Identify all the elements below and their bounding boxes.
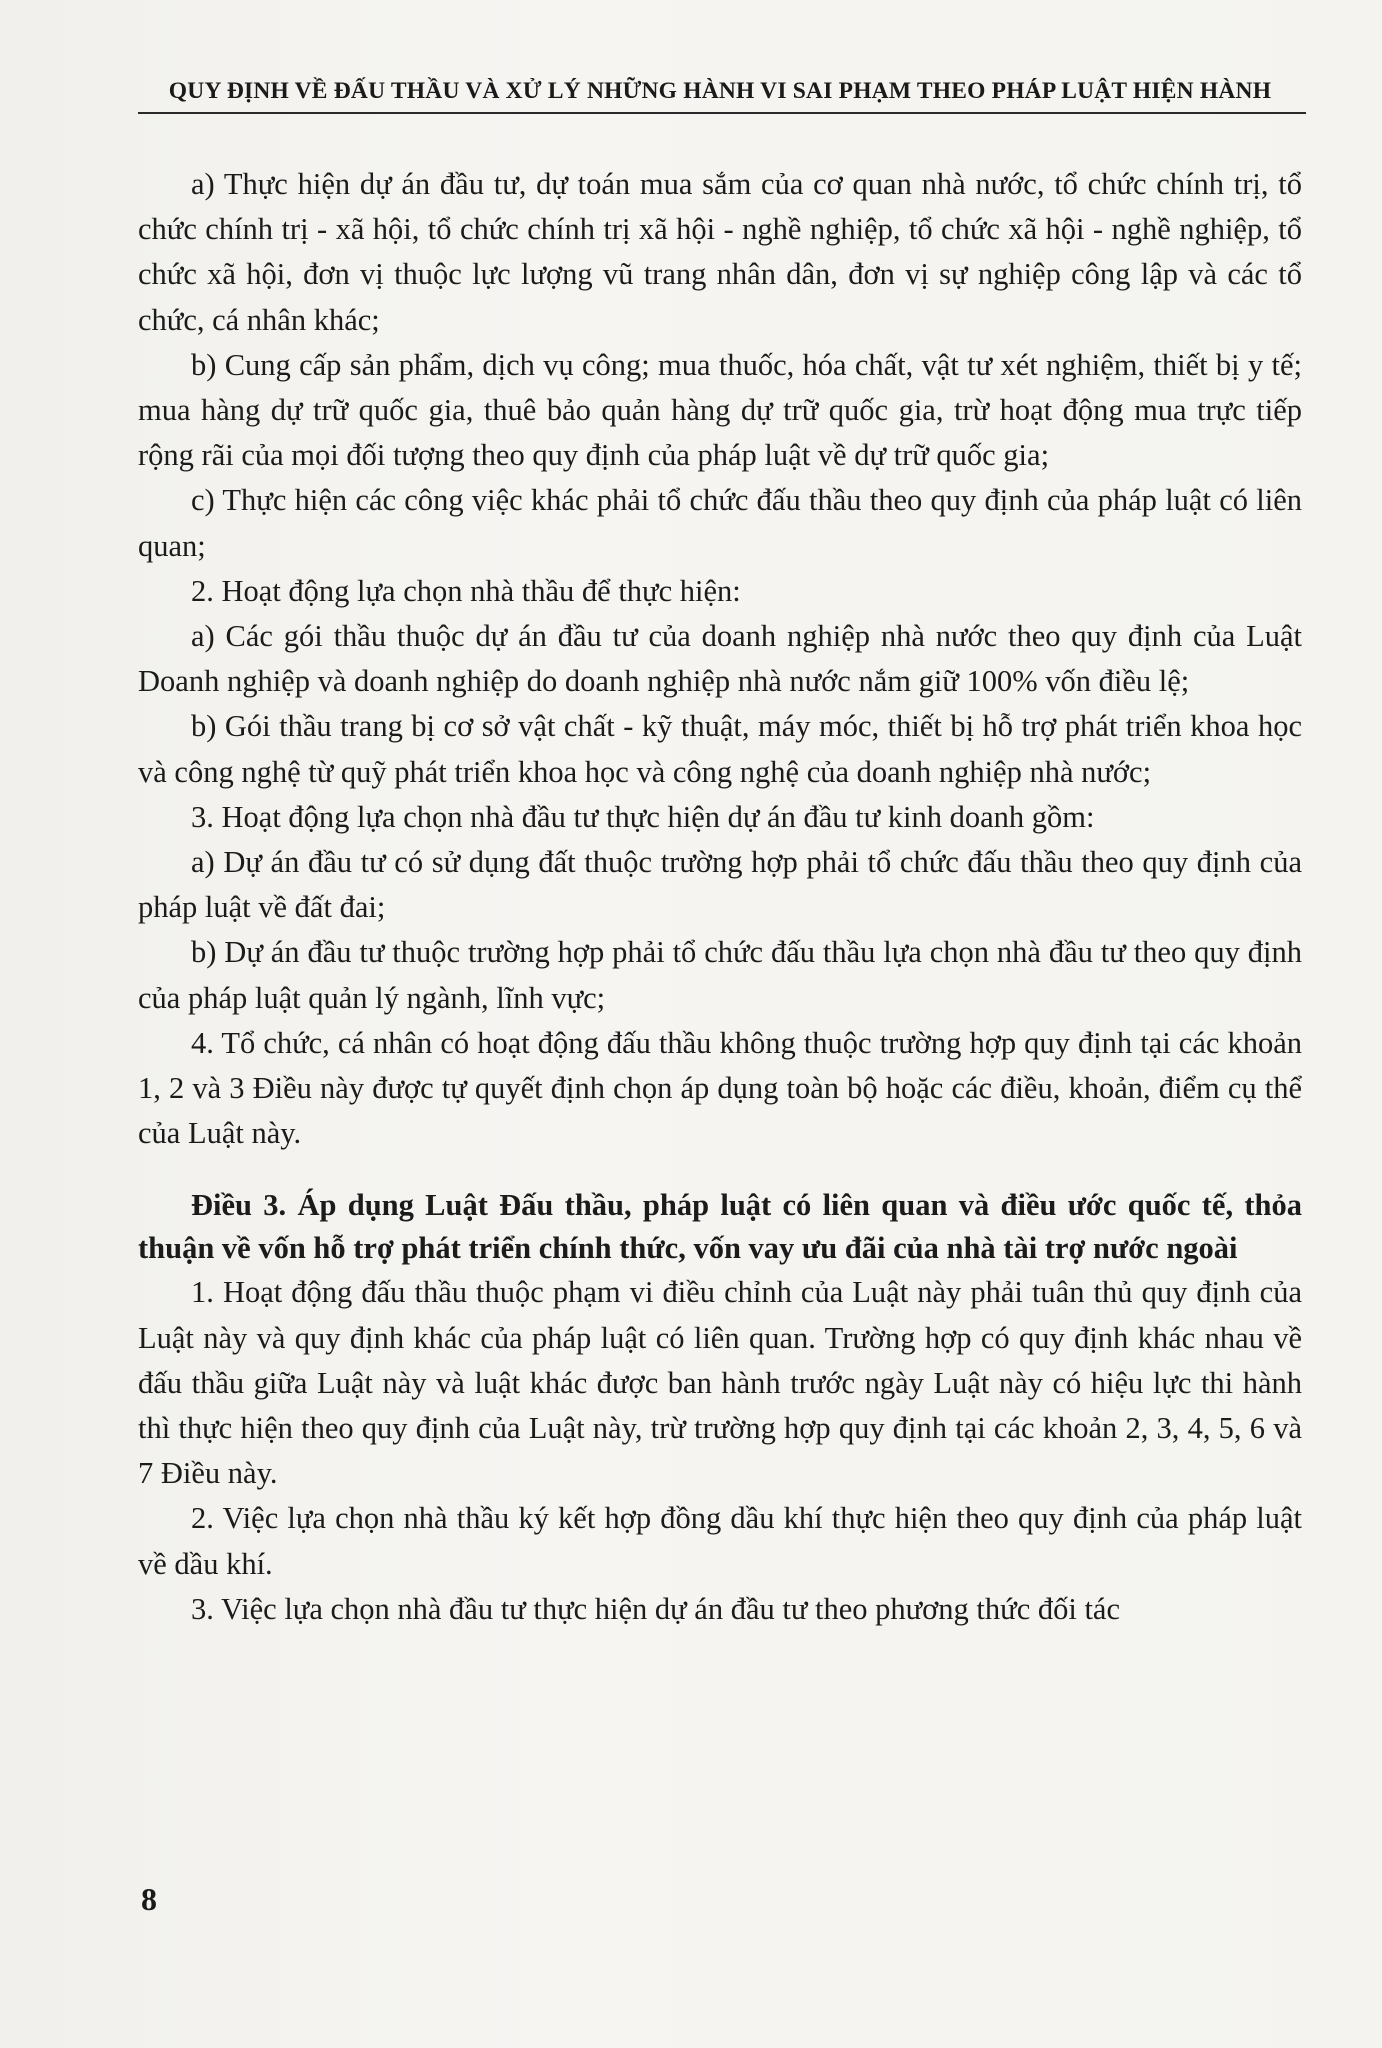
page-body [138, 162, 1302, 1632]
article-3-heading: Điều 3. Áp dụng Luật Đấu thầu, pháp luật có liên quan và điều ước quốc tế, thỏa thuận về vốn hỗ trợ phát triển chính thức, vốn vay ưu đãi của nhà tài trợ nước ngoài [138, 1188, 1302, 1266]
article-3-clause-2: 2. Việc lựa chọn nhà thầu ký kết hợp đồng dầu khí thực hiện theo quy định của pháp luật về dầu khí. [138, 1501, 1302, 1581]
paragraph-3: 3. Hoạt động lựa chọn nhà đầu tư thực hiện dự án đầu tư kinh doanh gồm: [191, 799, 1095, 834]
article-3-clause-3: 3. Việc lựa chọn nhà đầu tư thực hiện dự án đầu tư theo phương thức đối tác [191, 1591, 1120, 1626]
paragraph-2a: a) Các gói thầu thuộc dự án đầu tư của doanh nghiệp nhà nước theo quy định của Luật Doanh nghiệp và doanh nghiệp do doanh nghiệp nhà nước nắm giữ 100% vốn điều lệ; [138, 619, 1302, 699]
paragraph-1b: b) Cung cấp sản phẩm, dịch vụ công; mua thuốc, hóa chất, vật tư xét nghiệm, thiết bị y tế; mua hàng dự trữ quốc gia, thuê bảo quản hàng dự trữ quốc gia, trừ hoạt động mua trực tiếp rộng rãi của mọi đối tượng theo quy định của pháp luật về dự trữ quốc gia; [138, 347, 1302, 473]
running-header: QUY ĐỊNH VỀ ĐẤU THẦU VÀ XỬ LÝ NHỮNG HÀNH VI SAI PHẠM THEO PHÁP LUẬT HIỆN HÀNH [168, 78, 1272, 104]
paragraph-2: 2. Hoạt động lựa chọn nhà thầu để thực hiện: [191, 573, 741, 608]
paragraph-1c: c) Thực hiện các công việc khác phải tổ chức đấu thầu theo quy định của pháp luật có liên quan; [138, 483, 1302, 563]
paragraph-3b: b) Dự án đầu tư thuộc trường hợp phải tổ chức đấu thầu lựa chọn nhà đầu tư theo quy định của pháp luật quản lý ngành, lĩnh vực; [138, 935, 1302, 1015]
page-number: 8 [141, 1881, 157, 1917]
paragraph-2b: b) Gói thầu trang bị cơ sở vật chất - kỹ thuật, máy móc, thiết bị hỗ trợ phát triển khoa học và công nghệ từ quỹ phát triển khoa học và công nghệ của doanh nghiệp nhà nước; [138, 709, 1302, 789]
article-3-clause-1: 1. Hoạt động đấu thầu thuộc phạm vi điều chỉnh của Luật này phải tuân thủ quy định của Luật này và quy định khác của pháp luật có liên quan. Trường hợp có quy định khác nhau về đấu thầu giữa Luật này và luật khác được ban hành trước ngày Luật này có hiệu lực thi hành thì thực hiện theo quy định của Luật này, trừ trường hợp quy định tại các khoản 2, 3, 4, 5, 6 và 7 Điều này. [138, 1275, 1302, 1491]
paragraph-4: 4. Tổ chức, cá nhân có hoạt động đấu thầu không thuộc trường hợp quy định tại các khoản 1, 2 và 3 Điều này được tự quyết định chọn áp dụng toàn bộ hoặc các điều, khoản, điểm cụ thể của Luật này. [138, 1025, 1302, 1151]
header-divider [138, 112, 1306, 114]
paragraph-3a: a) Dự án đầu tư có sử dụng đất thuộc trường hợp phải tổ chức đấu thầu theo quy định của pháp luật về đất đai; [138, 845, 1302, 925]
paragraph-1a: a) Thực hiện dự án đầu tư, dự toán mua sắm của cơ quan nhà nước, tổ chức chính trị, tổ chức chính trị - xã hội, tổ chức chính trị xã hội - nghề nghiệp, tổ chức xã hội - nghề nghiệp, tổ chức xã hội, đơn vị thuộc lực lượng vũ trang nhân dân, đơn vị sự nghiệp công lập và các tổ chức, cá nhân khác; [138, 167, 1302, 337]
